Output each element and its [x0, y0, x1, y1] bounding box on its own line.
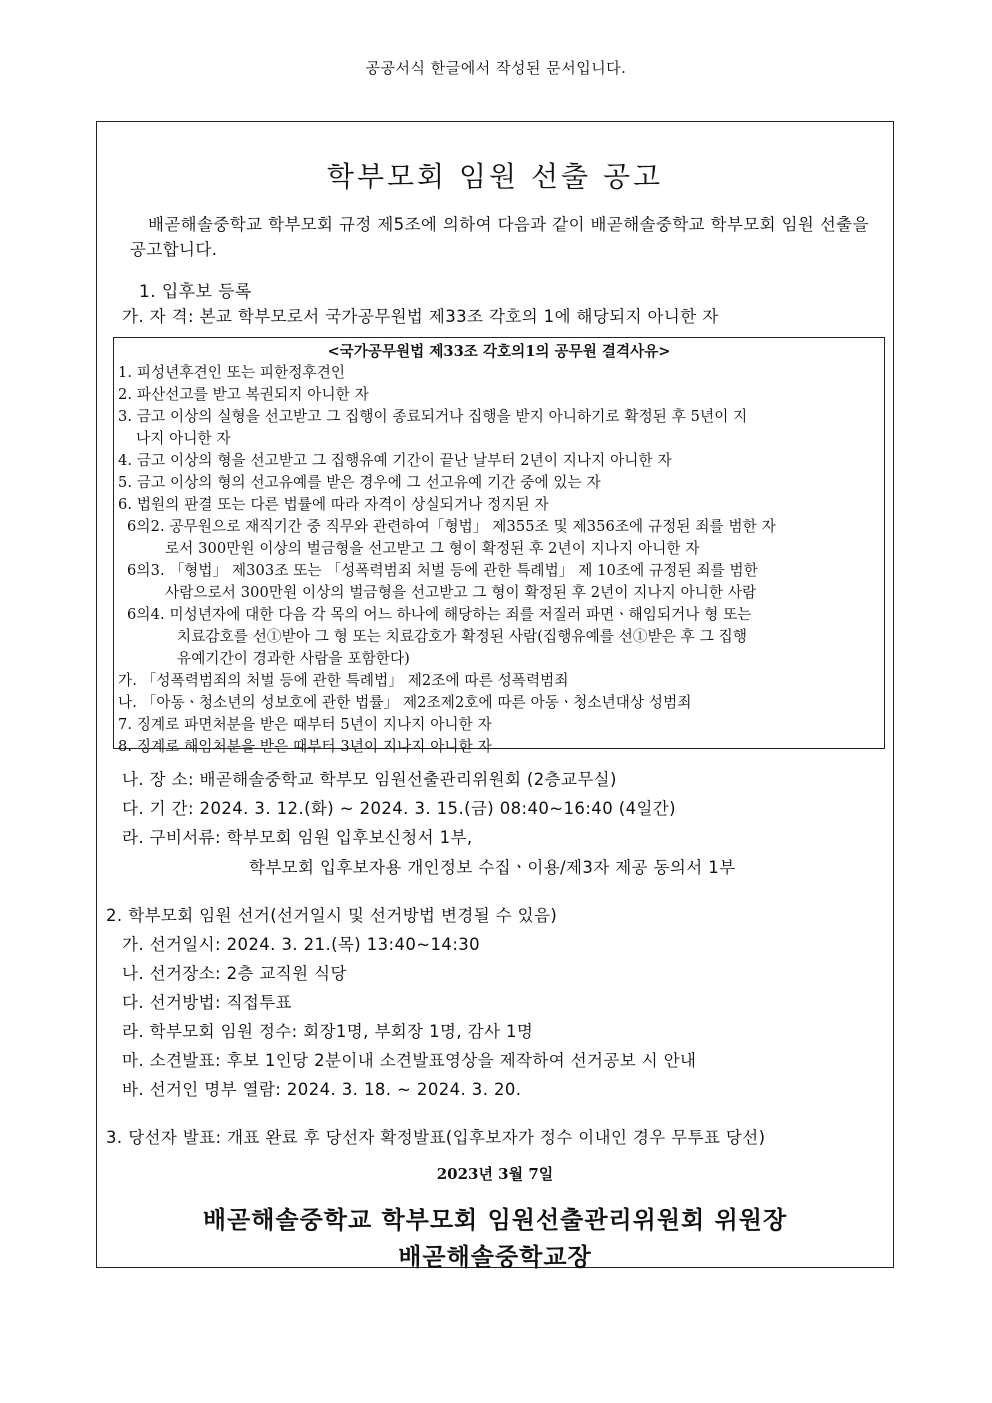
page-title: 학부모회 임원 선출 공고 — [326, 160, 664, 193]
disqualification-item: 2. 파산선고를 받고 복권되지 아니한 자 — [118, 386, 369, 403]
document-source-note: 공공서식 한글에서 작성된 문서입니다. — [365, 59, 627, 77]
disqualification-box — [113, 337, 885, 755]
election-item: 마. 소견발표: 후보 1인당 2분이내 소견발표영상을 제작하여 선거공보 시 안내 — [122, 1051, 697, 1070]
disqualification-item: 나. 「아동ㆍ청소년의 성보호에 관한 법률」 제2조제2호에 따른 아동ㆍ청소년대상 성범죄 — [118, 694, 692, 711]
election-item: 가. 선거일시: 2024. 3. 21.(목) 13:40~14:30 — [122, 935, 481, 954]
disqualification-item: 6의3. 「형법」 제303조 또는 「성폭력범죄 처벌 등에 관한 특례법」 제 10조에 규정된 죄를 범한 — [127, 562, 758, 579]
section3-heading: 3. 당선자 발표: 개표 완료 후 당선자 확정발표(입후보자가 정수 이내인 경우 무투표 당선) — [106, 1128, 766, 1147]
required-documents-cont: 학부모회 입후보자용 개인정보 수집ㆍ이용/제3자 제공 동의서 1부 — [249, 858, 736, 877]
disqualification-item: 6의4. 미성년자에 대한 다음 각 목의 어느 하나에 해당하는 죄를 저질러 파면ㆍ해임되거나 형 또는 — [127, 606, 752, 623]
signature-principal: 배곧해솔중학교장 — [398, 1242, 592, 1271]
disqualification-item: 3. 금고 이상의 실형을 선고받고 그 집행이 종료되거나 집행을 받지 아니하기로 확정된 후 5년이 지 — [118, 408, 748, 425]
section1-heading: 1. 입후보 등록 — [139, 282, 252, 302]
disqualification-item: 로서 300만원 이상의 벌금형을 선고받고 그 형이 확정된 후 2년이 지나지 아니한 자 — [165, 540, 700, 557]
eligibility-line: 가. 자 격: 본교 학부모로서 국가공무원법 제33조 각호의 1에 해당되지 아니한 자 — [122, 307, 719, 326]
disqualification-item: 사람으로서 300만원 이상의 벌금형을 선고받고 그 형이 확정된 후 2년이 지나지 아니한 사람 — [165, 584, 757, 601]
registration-period: 다. 기 간: 2024. 3. 12.(화) ~ 2024. 3. 15.(금) 08:40~16:40 (4일간) — [122, 799, 676, 818]
disqualification-item: 가. 「성폭력범죄의 처벌 등에 관한 특례법」 제2조에 따른 성폭력범죄 — [118, 672, 569, 689]
disqualification-item: 치료감호를 선①받아 그 형 또는 치료감호가 확정된 사람(집행유예를 선①받은 후 그 집행 — [177, 628, 748, 645]
disqualification-item: 4. 금고 이상의 형을 선고받고 그 집행유예 기간이 끝난 날부터 2년이 지나지 아니한 자 — [118, 452, 672, 469]
disqualification-item: 7. 징계로 파면처분을 받은 때부터 5년이 지나지 아니한 자 — [118, 716, 492, 733]
disqualification-item: 유예기간이 경과한 사람을 포함한다) — [177, 650, 410, 667]
disqualification-item: 6의2. 공무원으로 재직기간 중 직무와 관련하여「형법」 제355조 및 제356조에 규정된 죄를 범한 자 — [127, 518, 776, 535]
section2-heading: 2. 학부모회 임원 선거(선거일시 및 선거방법 변경될 수 있음) — [106, 906, 558, 925]
disqualification-item: 8. 징계로 해임처분을 받은 때부터 3년이 지나지 아니한 자 — [118, 738, 492, 755]
disqualification-item: 나지 아니한 자 — [136, 430, 231, 447]
disqualification-heading: <국가공무원법 제33조 각호의1의 공무원 결격사유> — [327, 343, 671, 360]
election-item: 라. 학부모회 임원 정수: 회장1명, 부회장 1명, 감사 1명 — [122, 1022, 534, 1041]
election-item: 나. 선거장소: 2층 교직원 식당 — [122, 964, 347, 983]
election-item: 다. 선거방법: 직접투표 — [122, 993, 292, 1012]
disqualification-item: 6. 법원의 판결 또는 다른 법률에 따라 자격이 상실되거나 정지된 자 — [118, 496, 549, 513]
announcement-date: 2023년 3월 7일 — [436, 1165, 554, 1183]
disqualification-item: 1. 피성년후견인 또는 피한정후견인 — [118, 364, 346, 381]
election-item: 바. 선거인 명부 열람: 2024. 3. 18. ~ 2024. 3. 20. — [122, 1080, 522, 1099]
disqualification-item: 5. 금고 이상의 형의 선고유예를 받은 경우에 그 선고유예 기간 중에 있는 자 — [118, 474, 601, 491]
required-documents: 라. 구비서류: 학부모회 임원 입후보신청서 1부, — [122, 828, 473, 847]
signature-committee: 배곧해솔중학교 학부모회 임원선출관리위원회 위원장 — [202, 1205, 788, 1234]
registration-place: 나. 장 소: 배곧해솔중학교 학부모 임원선출관리위원회 (2층교무실) — [122, 770, 617, 789]
intro-paragraph: 배곧해솔중학교 학부모회 규정 제5조에 의하여 다음과 같이 배곧해솔중학교 학부모회 임원 선출을 공고합니다. — [130, 215, 869, 259]
